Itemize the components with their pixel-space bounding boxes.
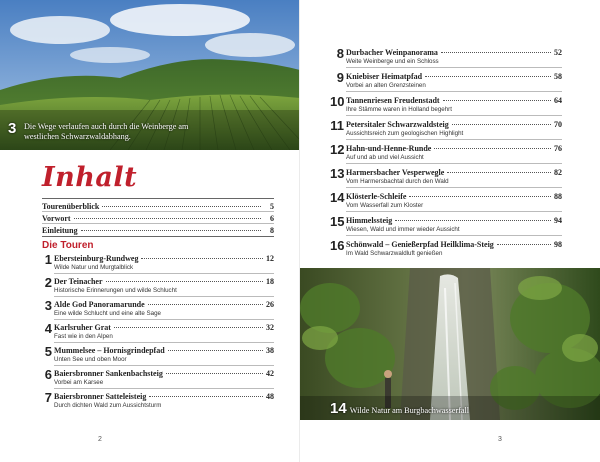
tour-number: 8 xyxy=(336,46,344,61)
leader-dots xyxy=(149,396,263,397)
divider xyxy=(346,187,562,188)
toc-page: 5 xyxy=(270,202,274,211)
divider xyxy=(346,139,562,140)
tour-page: 94 xyxy=(554,216,562,225)
tour-title: Durbacher Weinpanorama xyxy=(346,48,438,57)
tour-number: 13 xyxy=(330,166,345,181)
tour-page: 82 xyxy=(554,168,562,177)
divider xyxy=(346,235,562,236)
leader-dots xyxy=(81,230,261,231)
tour-page: 88 xyxy=(554,192,562,201)
leader-dots xyxy=(447,172,551,173)
tour-number: 9 xyxy=(336,70,344,85)
toc-tour-entry[interactable] xyxy=(330,48,562,70)
tour-subtitle: Vom Harmersbachtal durch den Wald xyxy=(346,178,449,185)
divider xyxy=(42,198,274,199)
tour-number: 14 xyxy=(330,190,345,205)
page-title: Inhalt xyxy=(42,162,138,193)
toc-tour-entry[interactable] xyxy=(330,168,562,190)
leader-dots xyxy=(452,124,551,125)
toc-row-front[interactable] xyxy=(42,202,274,211)
tour-subtitle: Weite Weinberge und ein Schloss xyxy=(346,58,439,65)
divider xyxy=(54,296,274,297)
toc-tour-entry[interactable] xyxy=(330,120,562,142)
tour-title: Ebersteinburg-Rundweg xyxy=(54,254,139,263)
tour-number: 15 xyxy=(330,214,345,229)
tour-subtitle: Unten See und oben Moor xyxy=(54,356,127,363)
divider xyxy=(54,388,274,389)
toc-tour-entry[interactable] xyxy=(330,216,562,238)
tour-page: 98 xyxy=(554,240,562,249)
toc-label: Vorwort xyxy=(42,214,71,223)
tour-subtitle: Fast wie in den Alpen xyxy=(54,333,113,340)
divider xyxy=(346,115,562,116)
toc-tour-entry[interactable] xyxy=(330,240,562,262)
tour-subtitle: Durch dichten Wald zum Aussichtsturm xyxy=(54,402,162,409)
tour-number: 7 xyxy=(44,390,52,405)
toc-label: Einleitung xyxy=(42,226,78,235)
tour-title: Baiersbronner Sankenbachsteig xyxy=(54,369,163,378)
tour-subtitle: Historische Erinnerungen und wilde Schlucht xyxy=(54,287,177,294)
toc-tour-entry[interactable] xyxy=(38,323,274,345)
leader-dots xyxy=(409,196,551,197)
tour-title: Kniebiser Heimatpfad xyxy=(346,72,423,81)
divider xyxy=(54,319,274,320)
tour-number: 1 xyxy=(44,252,52,267)
tour-title: Petersitaler Schwarzwaldsteig xyxy=(346,120,449,129)
tour-page: 70 xyxy=(554,120,562,129)
tour-number: 6 xyxy=(44,367,52,382)
tour-title: Tannenriesen Freudenstadt xyxy=(346,96,440,105)
toc-tour-entry[interactable] xyxy=(38,369,274,391)
toc-page: 6 xyxy=(270,214,274,223)
divider xyxy=(42,223,274,224)
toc-tour-entry[interactable] xyxy=(38,300,274,322)
leader-dots xyxy=(425,76,551,77)
tour-title: Klösterle-Schleife xyxy=(346,192,407,201)
divider xyxy=(346,67,562,68)
tour-subtitle: Vorbei an alten Grenzsteinen xyxy=(346,82,426,89)
tour-title: Baiersbronner Satteleisteig xyxy=(54,392,147,401)
divider xyxy=(54,342,274,343)
toc-label: Tourenüberblick xyxy=(42,202,100,211)
tour-page: 32 xyxy=(266,323,274,332)
leader-dots xyxy=(106,281,263,282)
toc-tour-entry[interactable] xyxy=(38,277,274,299)
section-heading: Die Touren xyxy=(42,240,94,251)
toc-row-front[interactable] xyxy=(42,226,274,235)
right-page xyxy=(300,0,600,462)
leader-dots xyxy=(395,220,551,221)
leader-dots xyxy=(102,206,261,207)
caption-number: 14 xyxy=(330,400,347,417)
tour-title: Schönwald – Genießerpfad Heilklima-Steig xyxy=(346,240,494,249)
tour-number: 11 xyxy=(330,118,344,133)
caption-text: Wilde Natur am Burgbachwasserfall xyxy=(349,406,470,415)
tour-number: 5 xyxy=(44,344,52,359)
leader-dots xyxy=(497,244,551,245)
leader-dots xyxy=(443,100,551,101)
tour-page: 18 xyxy=(266,277,274,286)
caption-text: Die Wege verlaufen auch durch die Weinberge am westlichen Schwarzwaldabhang. xyxy=(24,122,189,141)
leader-dots xyxy=(148,304,263,305)
page-number: 2 xyxy=(98,436,102,443)
leader-dots xyxy=(168,350,263,351)
divider xyxy=(42,236,274,237)
toc-tour-entry[interactable] xyxy=(330,72,562,94)
divider xyxy=(346,163,562,164)
divider xyxy=(54,273,274,274)
toc-row-front[interactable] xyxy=(42,214,274,223)
tour-number: 10 xyxy=(330,94,345,109)
tour-title: Karlsruher Grat xyxy=(54,323,111,332)
tour-subtitle: Ihre Stämme waren in Holland begehrt xyxy=(346,106,452,113)
tour-title: Harmersbacher Vesperwegle xyxy=(346,168,445,177)
divider xyxy=(346,211,562,212)
toc-tour-entry[interactable] xyxy=(38,392,274,414)
leader-dots xyxy=(441,52,551,53)
waterfall-photo xyxy=(300,268,600,420)
tour-page: 12 xyxy=(266,254,274,263)
tour-title: Alde God Panoramarunde xyxy=(54,300,145,309)
leader-dots xyxy=(114,327,263,328)
tour-page: 52 xyxy=(554,48,562,57)
tour-subtitle: Wiesen, Wald und immer wieder Aussicht xyxy=(346,226,460,233)
tour-page: 38 xyxy=(266,346,274,355)
tour-subtitle: Eine wilde Schlucht und eine alte Sage xyxy=(54,310,161,317)
tour-subtitle: Wilde Natur und Murgtalblick xyxy=(54,264,134,271)
toc-tour-entry[interactable] xyxy=(38,254,274,276)
divider xyxy=(42,211,274,212)
toc-tour-entry[interactable] xyxy=(38,346,274,368)
toc-page: 8 xyxy=(270,226,274,235)
divider xyxy=(346,91,562,92)
waterfall-photo-caption xyxy=(330,400,469,417)
tour-number: 12 xyxy=(330,142,345,157)
tour-subtitle: Im Wald Schwarzwaldluft genießen xyxy=(346,250,443,257)
tour-page: 42 xyxy=(266,369,274,378)
toc-tour-entry[interactable] xyxy=(330,96,562,118)
tour-title: Mummelsee – Hornisgrindepfad xyxy=(54,346,165,355)
tour-subtitle: Auf und ab und viel Aussicht xyxy=(346,154,424,161)
caption-number: 3 xyxy=(8,120,17,137)
tour-subtitle: Vorbei am Karsee xyxy=(54,379,104,386)
leader-dots xyxy=(166,373,263,374)
leader-dots xyxy=(74,218,261,219)
tour-subtitle: Vom Wasserfall zum Kloster xyxy=(346,202,424,209)
tour-page: 64 xyxy=(554,96,562,105)
toc-tour-entry[interactable] xyxy=(330,144,562,166)
tour-number: 3 xyxy=(44,298,52,313)
page-number: 3 xyxy=(498,436,502,443)
leader-dots xyxy=(141,258,263,259)
toc-tour-entry[interactable] xyxy=(330,192,562,214)
tour-page: 58 xyxy=(554,72,562,81)
leader-dots xyxy=(434,148,551,149)
tour-title: Der Teinacher xyxy=(54,277,103,286)
tour-page: 48 xyxy=(266,392,274,401)
tour-title: Hahn-und-Henne-Runde xyxy=(346,144,432,153)
tour-number: 4 xyxy=(44,321,52,336)
tour-page: 76 xyxy=(554,144,562,153)
tour-page: 26 xyxy=(266,300,274,309)
tour-subtitle: Aussichtsreich zum geologischen Highlight xyxy=(346,130,464,137)
tour-number: 2 xyxy=(44,275,52,290)
tour-number: 16 xyxy=(330,238,345,253)
divider xyxy=(54,365,274,366)
tour-title: Himmelssteig xyxy=(346,216,393,225)
